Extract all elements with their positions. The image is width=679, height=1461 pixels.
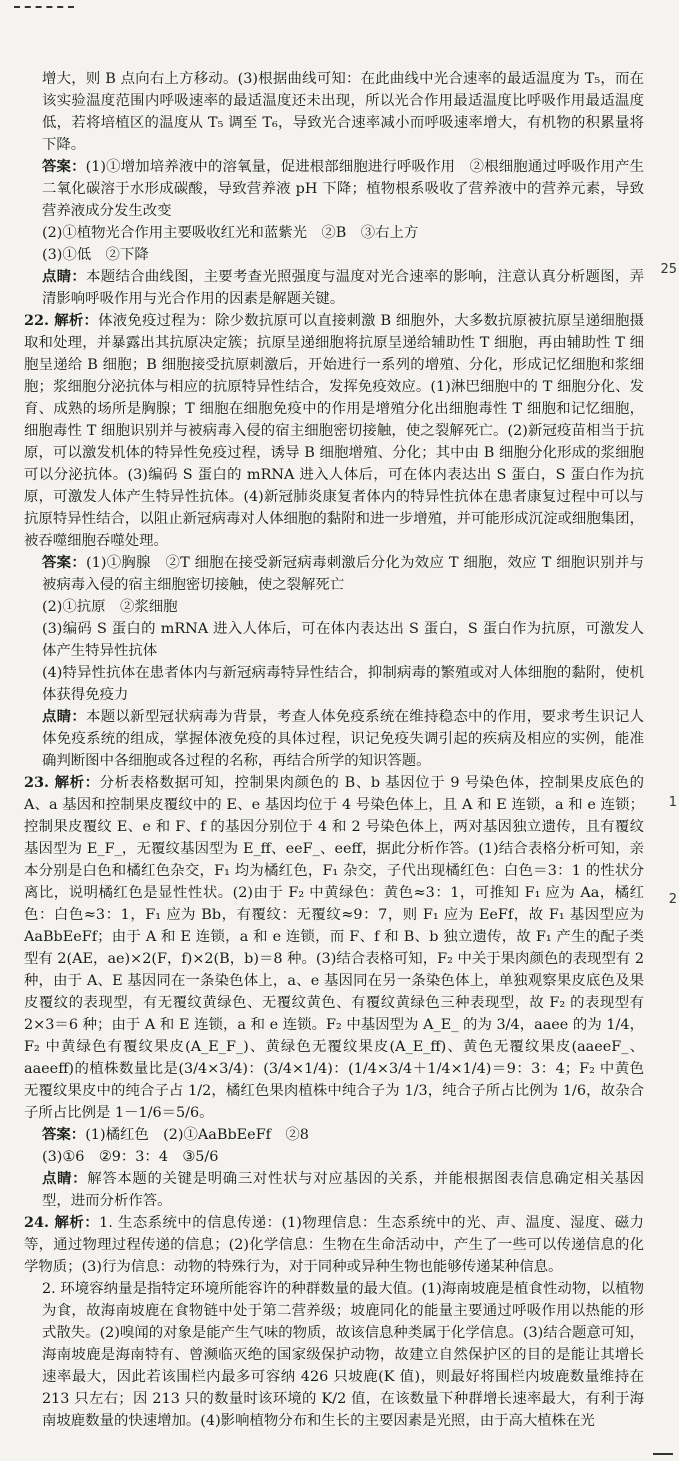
footer-rule xyxy=(653,1453,673,1455)
answer-paragraph: (3)编码 S 蛋白的 mRNA 进入人体后，可在体内表达出 S 蛋白，S 蛋白作为抗原，可激发人体产生特异性抗体 xyxy=(42,621,644,659)
paragraph: 增大，则 B 点向右上方移动。(3)根据曲线可知：在此曲线中光合速率的最适温度为 T₅，而在该实验温度范围内呼吸速率的最适温度还未出现，所以光合作用最适温度比呼吸作用最适温度低，若将培植区的温度从 T₅ 调至 T₆，导致光合速率减小而呼吸速率增大，有机物的积累量将下降。 xyxy=(42,71,644,153)
answer-paragraph: (4)特异性抗体在患者体内与新冠病毒特异性结合，抑制病毒的繁殖或对人体细胞的黏附，使机体获得免疫力 xyxy=(42,665,644,703)
answer-paragraph: (2)①抗原 ②浆细胞 xyxy=(42,599,178,615)
answer-paragraph: (3)①6 ②9：3：4 ③5/6 xyxy=(42,1149,219,1165)
header-rule xyxy=(14,6,74,10)
margin-number-1: 1 xyxy=(668,795,677,810)
answer-paragraph: 答案：(1)①胸腺 ②T 细胞在接受新冠病毒刺激后分化为效应 T 细胞，效应 T 细胞识别并与被病毒入侵的宿主细胞密切接触，使之裂解死亡 xyxy=(42,554,644,593)
answer-paragraph: 答案：(1)①增加培养液中的溶氧量，促进根部细胞进行呼吸作用 ②根细胞通过呼吸作用产生二氧化碳溶于水形成碳酸，导致营养液 pH 下降；植物根系吸收了营养液中的营养元素，导致营养液成分发生改变 xyxy=(42,158,644,219)
document-body xyxy=(24,68,644,1432)
answer-paragraph: 答案：(1)橘红色 (2)①AaBbEeFf ②8 xyxy=(42,1126,309,1143)
note-paragraph: 点睛：本题以新型冠状病毒为背景，考查人体免疫系统在维持稳态中的作用，要求考生识记人体免疫系统的组成，掌握体液免疫的具体过程，识记免疫失调引起的疾病及相应的实例，能准确判断图中各细胞或各过程的名称，再结合所学的知识答题。 xyxy=(42,708,644,769)
note-paragraph: 点睛：本题结合曲线图，主要考查光照强度与温度对光合速率的影响，注意认真分析题图，弄清影响呼吸作用与光合作用的因素是解题关键。 xyxy=(42,268,644,307)
question-22-analysis: 22. 解析：体液免疫过程为：除少数抗原可以直接刺激 B 细胞外，大多数抗原被抗原呈递细胞摄取和处理，并暴露出其抗原决定簇；抗原呈递细胞将抗原呈递给辅助性 T 细胞，再由辅助性 T 细胞呈递给 B 细胞；B 细胞接受抗原刺激后，开始进行一系列的增殖、分化，形成记忆细胞和浆细胞；浆细胞分泌抗体与相应的抗原特异性结合，发挥免疫效应。(1)淋巴细胞中的 T 细胞分化、发育、成熟的场所是胸腺；T 细胞在细胞免疫中的作用是增殖分化出细胞毒性 T 细胞和记忆细胞，细胞毒性 T 细胞识别并与被病毒入侵的宿主细胞密切接触，使之裂解死亡。(2)新冠疫苗相当于抗原，可以激发机体的特异性免疫过程，诱导 B 细胞增殖、分化；其中由 B 细胞分化形成的浆细胞可以分泌抗体。(3)编码 S 蛋白的 mRNA 进入人体后，可在体内表达出 S 蛋白，S 蛋白作为抗原，可激发人体产生特异性抗体。(4)新冠肺炎康复者体内的特异性抗体在患者康复过程中可以与抗原特异性结合，以阻止新冠病毒对人体细胞的黏附和进一步增殖，并可能形成沉淀或细胞集团，被吞噬细胞吞噬处理。 xyxy=(24,312,645,549)
margin-number-25: 25 xyxy=(660,262,677,277)
paragraph: 2. 环境容纳量是指特定环境所能容许的种群数量的最大值。(1)海南坡鹿是植食性动物，以植物为食，故海南坡鹿在食物链中处于第二营养级；坡鹿同化的能量主要通过呼吸作用以热能的形式散失。(2)嗅闻的对象是能产生气味的物质，故该信息种类属于化学信息。(3)结合题意可知，海南坡鹿是海南特有、曾濒临灭绝的国家级保护动物，故建立自然保护区的目的是能让其增长速率最大，因此若该围栏内最多可容纳 426 只坡鹿(K 值)，则最好将围栏内坡鹿数量维持在 213 只左右；因 213 只的数量时该环境的 K/2 值，在该数量下种群增长速率最大，有利于海南坡鹿数量的快速增加。(4)影响植物分布和生长的主要因素是光照，由于高大植株在光 xyxy=(42,1281,645,1429)
question-23-analysis: 23. 解析：分析表格数据可知，控制果肉颜色的 B、b 基因位于 9 号染色体，控制果皮底色的 A、a 基因和控制果皮覆纹中的 E、e 基因均位于 4 号染色体上，且 A 和 E 连锁，a 和 e 连锁；控制果皮覆纹 E、e 和 F、f 的基因分别位于 4 和 2 号染色体上，两对基因独立遗传，且有覆纹基因型为 E_F_，无覆纹基因型为 E_ff、eeF_、eeff，据此分析作答。(1)结合表格分析可知，亲本分别是白色和橘红色杂交，F₁ 均为橘红色，F₁ 杂交，子代出现橘红色：白色＝3：1 的性状分离比，说明橘红色是显性性状。(2)由于 F₂ 中黄绿色：黄色≈3：1，可推知 F₁ 应为 Aa，橘红色：白色≈3：1，F₁ 应为 Bb，有覆纹：无覆纹≈9：7，则 F₁ 应为 EeFf，故 F₁ 基因型应为 AaBbEeFf；由于 A 和 E 连锁，a 和 e 连锁，而 F、f 和 B、b 独立遗传，故 F₁ 产生的配子类型有 2(AE，ae)×2(F，f)×2(B，b)＝8 种。(3)结合表格可知，F₂ 中关于果肉颜色的表现型有 2 种，由于 A、E 基因同在一条染色体上，a、e 基因同在另一条染色体上，单独观察果皮底色及果皮覆纹的表现型，有无覆纹黄绿色、无覆纹黄色、有覆纹黄绿色三种表现型，故 F₂ 的表现型有 2×3＝6 种；由于 A 和 E 连锁，a 和 e 连锁。F₂ 中基因型为 A_E_ 的为 3/4，aaee 的为 1/4，F₂ 中黄绿色有覆纹果皮(A_E_F_)、黄绿色无覆纹果皮(A_E_ff)、黄色无覆纹果皮(aaeeF_、aaeeff)的植株数量比是(3/4×3/4)：(3/4×1/4)：(1/4×3/4＋1/4×1/4)＝9：3：4；F₂ 中黄色无覆纹果皮中的纯合子占 1/2，橘红色果肉植株中纯合子为 1/3，纯合子所占比例为 1/6，故杂合子所占比例是 1－1/6＝5/6。 xyxy=(24,774,644,1121)
answer-paragraph: (2)①植物光合作用主要吸收红光和蓝紫光 ②B ③右上方 xyxy=(42,225,419,241)
note-paragraph: 点睛：解答本题的关键是明确三对性状与对应基因的关系，并能根据图表信息确定相关基因型，进而分析作答。 xyxy=(42,1170,644,1209)
question-24-analysis: 24. 解析：1. 生态系统中的信息传递：(1)物理信息：生态系统中的光、声、温度、湿度、磁力等，通过物理过程传递的信息；(2)化学信息：生物在生命活动中，产生了一些可以传递信息的化学物质；(3)行为信息：动物的特殊行为，对于同种或异种生物也能够传递某种信息。 xyxy=(24,1214,644,1275)
answer-paragraph: (3)①低 ②下降 xyxy=(42,247,149,263)
margin-number-2: 2 xyxy=(668,892,677,907)
